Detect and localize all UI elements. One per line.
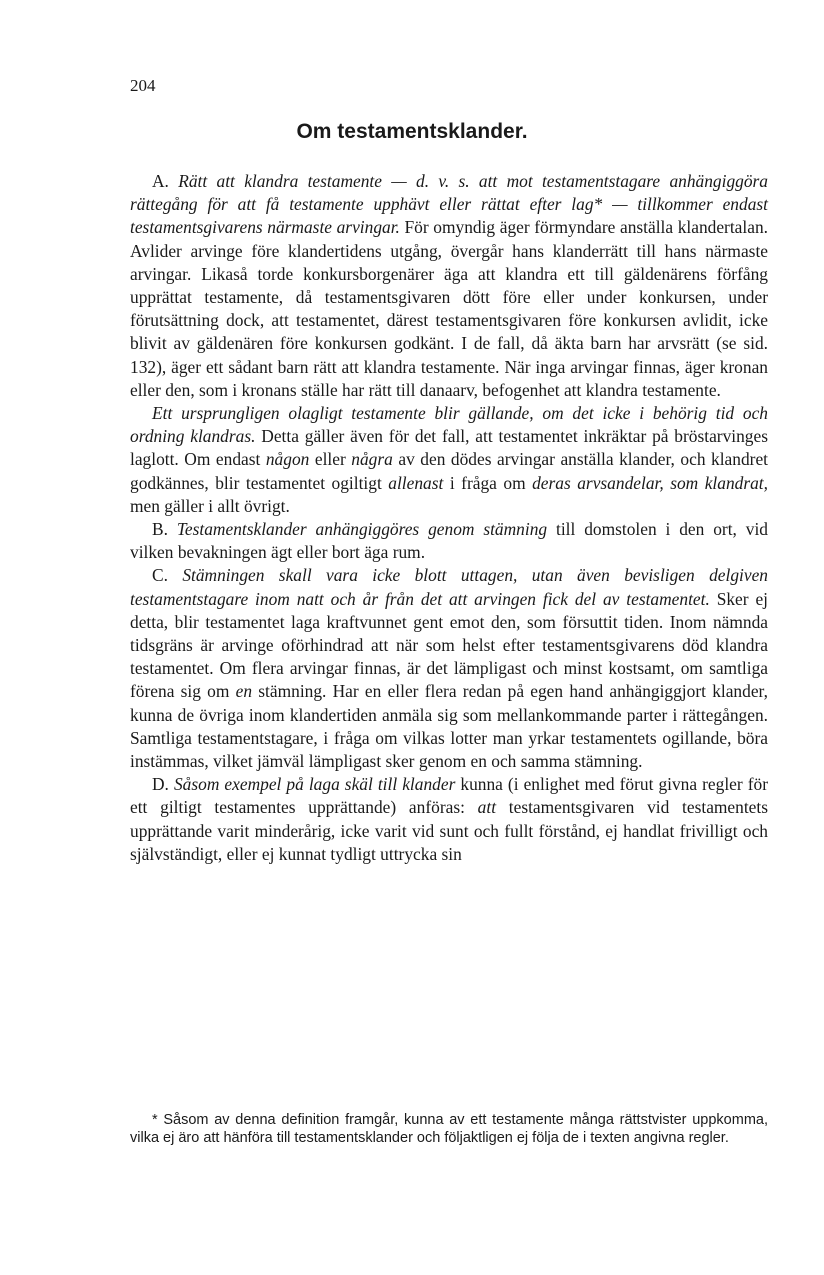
footnote xyxy=(130,1112,768,1147)
paragraph-d xyxy=(130,773,768,866)
section-label-a: A. xyxy=(152,171,169,191)
footnote-mark: * xyxy=(152,1112,158,1128)
emphasis: Testamentsklander anhängiggöres genom stämning xyxy=(176,519,548,540)
paragraph-text: eller xyxy=(309,449,352,470)
emphasis: någon xyxy=(265,449,310,470)
paragraph-c xyxy=(130,564,768,773)
page-number: 204 xyxy=(130,76,156,95)
footnote-body: Såsom av denna definition framgår, kunna av ett testamente många rättstvister uppkomma, vilka ej äro att hänföra till testamentsklander och följaktligen ej följa de i texten angivna regler. xyxy=(130,1112,768,1146)
section-label-d: D. xyxy=(152,774,169,795)
emphasis: några xyxy=(351,449,393,470)
emphasis: allenast xyxy=(388,472,444,493)
emphasis: Ett ursprungligen olagligt testamente blir gällande, om det icke i behörig tid och ordning klandras. xyxy=(130,403,768,447)
paragraph-text: men gäller i allt övrigt. xyxy=(130,495,290,516)
body-text xyxy=(130,170,768,866)
page-title: Om testamentsklander. xyxy=(296,120,528,143)
paragraph-text: Sker ej detta, blir testamentet laga kraftvunnet gent emot den, som försuttit tiden. Inom nämnda tidsgräns är arvinge oförhindrad att när som helst efter testamentsgivarens död klandra testamentet. Om flera arvingar finnas, är det lämpligast och minst kostsamt, om samtliga förena sig om xyxy=(130,588,768,702)
emphasis: en xyxy=(235,681,253,702)
paragraph-text: stämning. Har en eller flera redan på egen hand anhängiggjort klander, kunna de övriga inom klandertiden anmäla sig som mellankommande parter i rättegången. Samtliga testamentstagare, i fråga om vilkas lotter man yrkar testamentets ogillande, böra instämmas, vilket jämväl lämpligast sker genom en och samma stämning. xyxy=(130,681,768,772)
paragraph-text: kunna (i enlighet med förut givna regler för ett giltigt testamentes upprättande) anföras: xyxy=(130,774,768,818)
paragraph-a2 xyxy=(130,402,768,518)
paragraph-text: av den dödes arvingar anställa klander, och klandret godkännes, blir testamentet ogiltigt xyxy=(130,449,769,493)
paragraph-text: i fråga om xyxy=(443,472,533,493)
paragraph-b xyxy=(130,518,768,564)
section-label-b: B. xyxy=(152,519,168,540)
paragraph-text: För omyndig äger förmyndare anställa klandertalan. Avlider arvinge före klandertidens utgång, övergår hans klanderrätt till hans närmaste arvingar. Likaså torde konkursborgenärer äga att klandra ett till gäldenärens förfång upprättat testamente, då testamentsgivaren dött före eller under konkursen, under förutsättning dock, att testamentet, därest testamentsgivaren före konkursen avlidit, icke blivit av gäldenären före konkursen godkänt. I de fall, då äkta barn har arvsrätt (se sid. 132), äger ett sådant barn rätt att klandra testamente. När inga arvingar finnas, äger kronan eller den, som i kronans ställe har rätt till danaarv, befogenhet att klandra testamente. xyxy=(130,217,768,400)
emphasis: Såsom exempel på laga skäl till klander xyxy=(173,774,456,795)
emphasis: deras arvsandelar, som klandrat, xyxy=(532,472,768,493)
paragraph-text: Detta gäller även för det fall, att testamentet inkräktar på bröstarvinges laglott. Om endast xyxy=(130,426,768,470)
paragraph-a xyxy=(130,170,768,402)
section-label-c: C. xyxy=(152,565,168,586)
emphasis: att xyxy=(477,797,497,818)
paragraph-text: testamentsgivaren vid testamentets upprättande varit minderårig, icke varit vid sunt och fullt förstånd, ej handlat frivilligt och självständigt, eller ej kunnat tydligt uttrycka sin xyxy=(130,797,769,864)
paragraph-text: till domstolen i den ort, vid vilken bevakningen ägt eller bort äga rum. xyxy=(130,519,768,563)
footnote-text xyxy=(130,1112,768,1147)
emphasis: Rätt att klandra testamente — d. v. s. att mot testamentstagare anhängiggöra rättegång för att få testamente upphävt eller rättat efter lag* — tillkommer endast testamentsgivarens närmaste arvingar. xyxy=(130,171,768,238)
emphasis: Stämningen skall vara icke blott uttagen, utan även bevisligen delgiven testamentstagare inom natt och år från det att arvingen fick del av testamentet. xyxy=(130,565,768,609)
